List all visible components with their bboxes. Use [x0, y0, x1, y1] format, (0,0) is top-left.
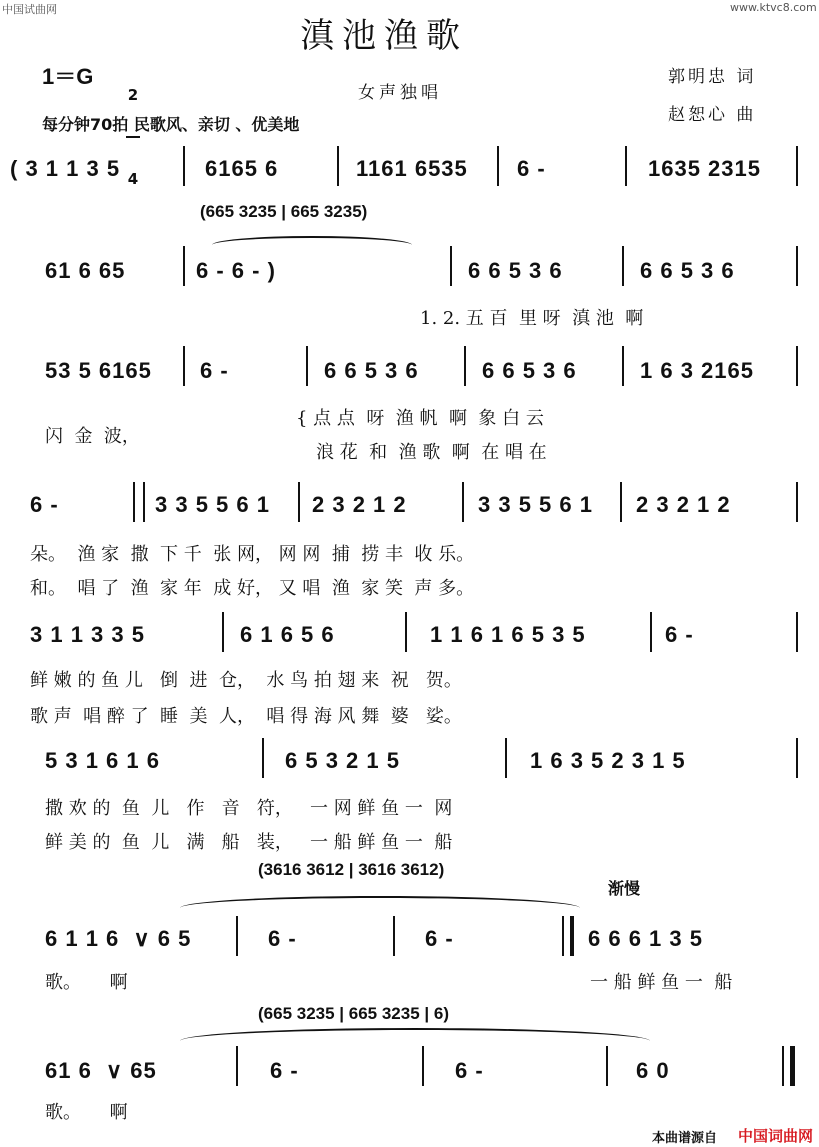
measure: 6 - 6 - ): [196, 258, 276, 283]
accompaniment-line: (665 3235 | 665 3235): [200, 202, 368, 221]
site-logo-text[interactable]: 中国词曲网: [738, 1127, 814, 1145]
barline: [262, 738, 264, 778]
barline: [562, 916, 564, 956]
barline: [450, 246, 452, 286]
measure: 6 -: [200, 358, 229, 383]
slur-mark: [180, 896, 580, 920]
measure: 6 6 5 3 6: [324, 358, 419, 383]
measure: 1 6 3 5 2 3 1 5: [530, 748, 686, 773]
lyric-line: 鲜 嫩 的 鱼 儿 倒 进 仓， 水 鸟 拍 翅 来 祝 贺。: [30, 670, 462, 691]
barline: [622, 246, 624, 286]
barline: [796, 146, 798, 186]
lyric-line: 撒 欢 的 鱼 儿 作 音 符， 一 网 鲜 鱼 一 网: [45, 798, 453, 819]
measure: 6165 6: [205, 156, 279, 181]
barline: [405, 612, 407, 652]
time-sig-line: [126, 136, 140, 138]
measure: 6 6 6 1 3 5: [588, 926, 703, 951]
source-label: 本曲谱源自: [652, 1131, 718, 1146]
key-signature: 1＝G: [42, 64, 94, 89]
measure: 5 3 1 6 1 6: [45, 748, 160, 773]
measure: 2 3 2 1 2: [636, 492, 731, 517]
barline: [497, 146, 499, 186]
tempo-marking: 每分钟70拍 民歌风、亲切 、优美地: [42, 115, 300, 134]
lyric-line: 闪 金 波，: [45, 426, 140, 447]
lyric-line: 鲜 美 的 鱼 儿 满 船 装， 一 船 鲜 鱼 一 船: [45, 832, 453, 853]
barline: [222, 612, 224, 652]
barline: [133, 482, 135, 522]
barline: [796, 612, 798, 652]
song-title: 滇池渔歌: [300, 16, 468, 56]
measure: 1635 2315: [648, 156, 761, 181]
lyric-line: 朵。 渔 家 撒 下 千 张 网， 网 网 捕 捞 丰 收 乐。: [30, 544, 475, 565]
measure: ( 3 1 1 3 5: [10, 156, 121, 181]
accompaniment-line: (665 3235 | 665 3235 | 6): [258, 1004, 449, 1023]
barline: [606, 1046, 608, 1086]
measure: 6 -: [455, 1058, 484, 1083]
lyric-line: 歌。 啊: [45, 972, 128, 993]
measure: 3 3 5 5 6 1: [478, 492, 593, 517]
barline: [462, 482, 464, 522]
barline: [796, 246, 798, 286]
barline: [183, 346, 185, 386]
measure: 3 1 1 3 3 5: [30, 622, 145, 647]
barline: [625, 146, 627, 186]
time-sig-numerator: 2: [127, 86, 139, 104]
barline: [422, 1046, 424, 1086]
measure: 6 6 5 3 6: [468, 258, 563, 283]
measure: 6 6 5 3 6: [640, 258, 735, 283]
lyric-line: 1. 2. 五 百 里 呀 滇 池 啊: [420, 308, 644, 329]
measure: 6 -: [270, 1058, 299, 1083]
measure: 53 5 6165: [45, 358, 152, 383]
barline: [183, 146, 185, 186]
measure: 6 -: [665, 622, 694, 647]
measure: 1161 6535: [356, 156, 468, 181]
barline: [505, 738, 507, 778]
barline: [622, 346, 624, 386]
slur-mark: [180, 1028, 650, 1054]
lyric-line: 歌。 啊: [45, 1102, 128, 1123]
measure: 6 -: [268, 926, 297, 951]
measure: 6 0: [636, 1058, 670, 1083]
measure: 1 1 6 1 6 5 3 5: [430, 622, 586, 647]
measure: 6 1 1 6 ∨ 6 5: [45, 926, 192, 951]
barline: [143, 482, 145, 522]
subtitle: 女声独唱: [358, 83, 442, 103]
measure: 2 3 2 1 2: [312, 492, 407, 517]
measure: 6 5 3 2 1 5: [285, 748, 400, 773]
composer-credit: 赵恕心 曲: [668, 105, 757, 125]
measure: 6 1 6 5 6: [240, 622, 335, 647]
measure: 6 -: [425, 926, 454, 951]
final-barline: [790, 1046, 795, 1086]
barline: [393, 916, 395, 956]
tempo-change: 渐慢: [608, 879, 641, 898]
measure: 61 6 ∨ 65: [45, 1058, 157, 1083]
measure: 3 3 5 5 6 1: [155, 492, 270, 517]
barline: [337, 146, 339, 186]
barline: [464, 346, 466, 386]
measure: 6 6 5 3 6: [482, 358, 577, 383]
time-sig-denominator: 4: [127, 170, 139, 188]
watermark-left: 中国试曲网: [2, 3, 57, 16]
slur-mark: [212, 236, 412, 254]
measure: 1 6 3 2165: [640, 358, 754, 383]
measure: 6 -: [30, 492, 59, 517]
accompaniment-line: (3616 3612 | 3616 3612): [258, 860, 445, 879]
barline: [796, 738, 798, 778]
barline: [796, 346, 798, 386]
final-barline: [782, 1046, 784, 1086]
lyric-line: 和。 唱 了 渔 家 年 成 好， 又 唱 渔 家 笑 声 多。: [30, 578, 475, 599]
measure: 6 -: [517, 156, 546, 181]
barline: [236, 1046, 238, 1086]
barline: [298, 482, 300, 522]
barline: [620, 482, 622, 522]
lyric-line: 歌 声 唱 醉 了 睡 美 人， 唱 得 海 风 舞 婆 娑。: [30, 706, 462, 727]
repeat-barline: [570, 916, 574, 956]
barline: [183, 246, 185, 286]
barline: [650, 612, 652, 652]
barline: [796, 482, 798, 522]
watermark-right: www.ktvc8.com: [730, 1, 817, 14]
measure: 61 6 65: [45, 258, 126, 283]
barline: [236, 916, 238, 956]
lyric-line: { 点 点 呀 渔 帆 啊 象 白 云: [296, 408, 544, 429]
lyricist-credit: 郭明忠 词: [668, 67, 757, 87]
lyric-line: 一 船 鲜 鱼 一 船: [590, 972, 733, 993]
barline: [306, 346, 308, 386]
lyric-line: 浪 花 和 渔 歌 啊 在 唱 在: [316, 442, 547, 463]
